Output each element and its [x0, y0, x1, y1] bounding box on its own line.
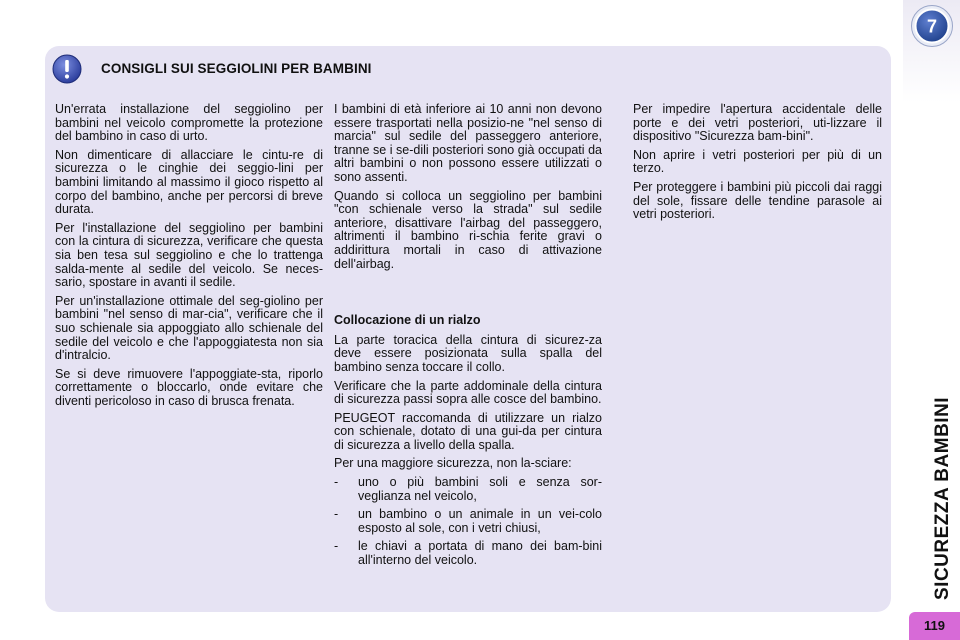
spacer: [334, 276, 602, 314]
paragraph: Quando si colloca un seggiolino per bambini "con schienale verso la strada" sul sedile anteriore, disattivare l'airbag del passeggero, altrimenti il bambino ri-schia ferite gravi o addirittura mortali in caso di attivazione dell'airbag.: [334, 188, 602, 271]
paragraph: I bambini di età inferiore ai 10 anni non devono essere trasportati nella posizio-ne "nel senso di marcia" sul sedile del passeggero anteriore, tranne se i se-dili posteriori sono già occupati da altri bambini o non possono essere utilizzati o sono assenti.: [334, 102, 602, 184]
list-item: - uno o più bambini soli e senza sor-veglianza nel veicolo,: [334, 476, 602, 503]
paragraph: Un'errata installazione del seggiolino per bambini nel veicolo compromette la protezione del bambino in caso di urto.: [55, 102, 323, 144]
section-title: CONSIGLI SUI SEGGIOLINI PER BAMBINI: [101, 61, 372, 76]
paragraph: Se si deve rimuovere l'appoggiate-sta, riporlo correttamente o bloccarlo, onde evitare che diventi pericoloso in caso di brusca frenata.: [55, 366, 323, 408]
text-column-2: [334, 103, 602, 573]
paragraph: Per un'installazione ottimale del seg-giolino per bambini "nel senso di mar-cia", verificare che il suo schienale sia appoggiato allo schienale del sedile del veicolo e che l'appoggiatesta non sia d'intralcio.: [55, 293, 323, 363]
paragraph: PEUGEOT raccomanda di utilizzare un rialzo con schienale, dotato di una gui-da per cintura di sicurezza a livello della spalla.: [334, 410, 602, 452]
chapter-number: 7: [926, 16, 938, 37]
page-number: 119: [909, 612, 960, 640]
text-column-3: [633, 103, 882, 227]
paragraph: Non aprire i vetri posteriori per più di un terzo.: [633, 147, 882, 176]
paragraph: Non dimenticare di allacciare le cintu-re di sicurezza o le cinghie dei seggio-lini per bambini limitando al massimo il gioco rispetto al corpo del bambino, anche per percorsi di breve durata.: [55, 147, 323, 217]
paragraph: Per una maggiore sicurezza, non la-sciare:: [334, 456, 572, 471]
chapter-title-vertical: SICUREZZA BAMBINI: [932, 396, 953, 600]
list-item: - le chiavi a portata di mano dei bam-bini all'interno del veicolo.: [334, 540, 602, 567]
subheading-booster-seat: Collocazione di un rialzo: [334, 313, 481, 328]
warning-exclamation-icon: [52, 54, 82, 84]
paragraph: Per impedire l'apertura accidentale delle porte e dei vetri posteriori, uti-lizzare il dispositivo "Sicurezza bam-bini".: [633, 102, 882, 144]
paragraph: Per proteggere i bambini più piccoli dai raggi del sole, fissare delle tendine parasole ai vetri posteriori.: [633, 179, 882, 222]
paragraph: La parte toracica della cintura di sicurez-za deve essere posizionata sulla spalla del bambino senza toccare il collo.: [334, 332, 602, 374]
paragraph: Per l'installazione del seggiolino per bambini con la cintura di sicurezza, verificare che questa sia ben tesa sul seggiolino e che lo trattenga salda-mente al sedile del veicolo. Se neces-sario, spostare in avanti il sedile.: [55, 220, 323, 290]
text-column-1: [55, 103, 323, 413]
warning-list: [334, 476, 602, 568]
chapter-badge: [910, 4, 954, 48]
list-item: - un bambino o un animale in un vei-colo esposto al sole, con i vetri chiusi,: [334, 508, 602, 535]
paragraph: Verificare che la parte addominale della cintura di sicurezza passi sopra alle cosce del bambino.: [334, 378, 602, 407]
